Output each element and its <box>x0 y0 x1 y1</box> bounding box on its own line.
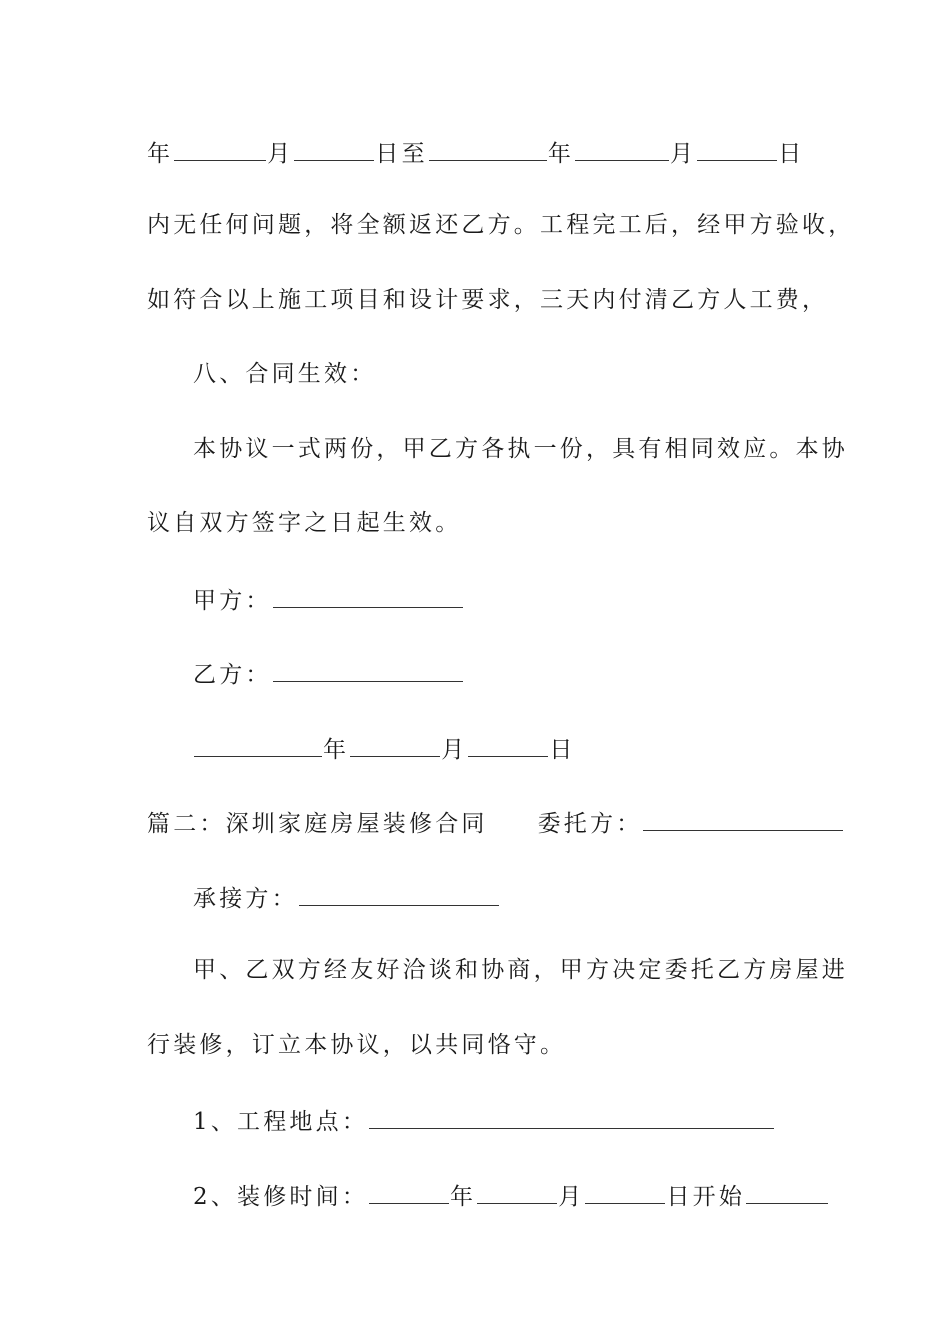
month-blank <box>477 1183 557 1204</box>
party-b-label: 乙方： <box>193 662 272 688</box>
day-label: 日 <box>778 141 805 167</box>
year-label: 年 <box>323 737 350 763</box>
party-b-line <box>193 661 464 687</box>
year-blank <box>369 1183 449 1204</box>
year-label: 年 <box>147 141 174 167</box>
project-location-line <box>193 1108 775 1134</box>
year-label: 年 <box>547 141 575 167</box>
signature-date-line <box>193 736 576 762</box>
paragraph-line: 甲、乙双方经友好洽谈和协商，甲方决定委托乙方房屋进 <box>193 957 848 983</box>
month-label: 月 <box>441 737 468 763</box>
paragraph-line: 本协议一式两份，甲乙方各执一份，具有相同效应。本协 <box>193 436 848 462</box>
party-a-blank <box>273 587 463 608</box>
month-label: 月 <box>670 141 697 167</box>
start-label: 日开始 <box>666 1184 746 1210</box>
date-range-line <box>147 140 804 166</box>
month-blank <box>294 140 374 161</box>
party-a-label: 甲方： <box>193 588 272 614</box>
month-blank <box>350 736 440 757</box>
paragraph-line: 行装修，订立本协议，以共同恪守。 <box>147 1032 567 1058</box>
year-blank <box>194 736 322 757</box>
contract-title: 篇二：深圳家庭房屋装修合同 <box>147 811 488 837</box>
section-heading: 八、合同生效： <box>193 361 377 387</box>
month-label: 月 <box>558 1184 585 1210</box>
client-label: 委托方： <box>537 811 643 837</box>
party-a-line <box>193 587 464 613</box>
project-location-label: 1、工程地点： <box>193 1109 369 1135</box>
year-blank <box>174 140 266 161</box>
day-blank <box>585 1183 665 1204</box>
client-blank <box>643 810 843 831</box>
contractor-blank <box>299 885 499 906</box>
contractor-line <box>193 885 500 911</box>
day-label: 日 <box>549 737 576 763</box>
contract-title-line <box>147 810 844 836</box>
year-label: 年 <box>450 1184 477 1210</box>
day-blank <box>697 140 777 161</box>
paragraph-line: 如符合以上施工项目和设计要求，三天内付清乙方人工费， <box>147 287 829 313</box>
decoration-time-line <box>193 1183 829 1209</box>
day-blank <box>468 736 548 757</box>
day-to-label: 日至 <box>375 141 428 167</box>
end-blank <box>746 1183 828 1204</box>
month-blank <box>575 140 669 161</box>
decoration-time-label: 2、装修时间： <box>193 1184 369 1210</box>
party-b-blank <box>273 661 463 682</box>
paragraph-line: 议自双方签字之日起生效。 <box>147 510 462 536</box>
contractor-label: 承接方： <box>193 886 298 912</box>
year-blank <box>429 140 547 161</box>
project-location-blank <box>369 1108 774 1129</box>
month-label: 月 <box>267 141 294 167</box>
paragraph-line: 内无任何问题，将全额返还乙方。工程完工后，经甲方验收， <box>147 212 855 238</box>
